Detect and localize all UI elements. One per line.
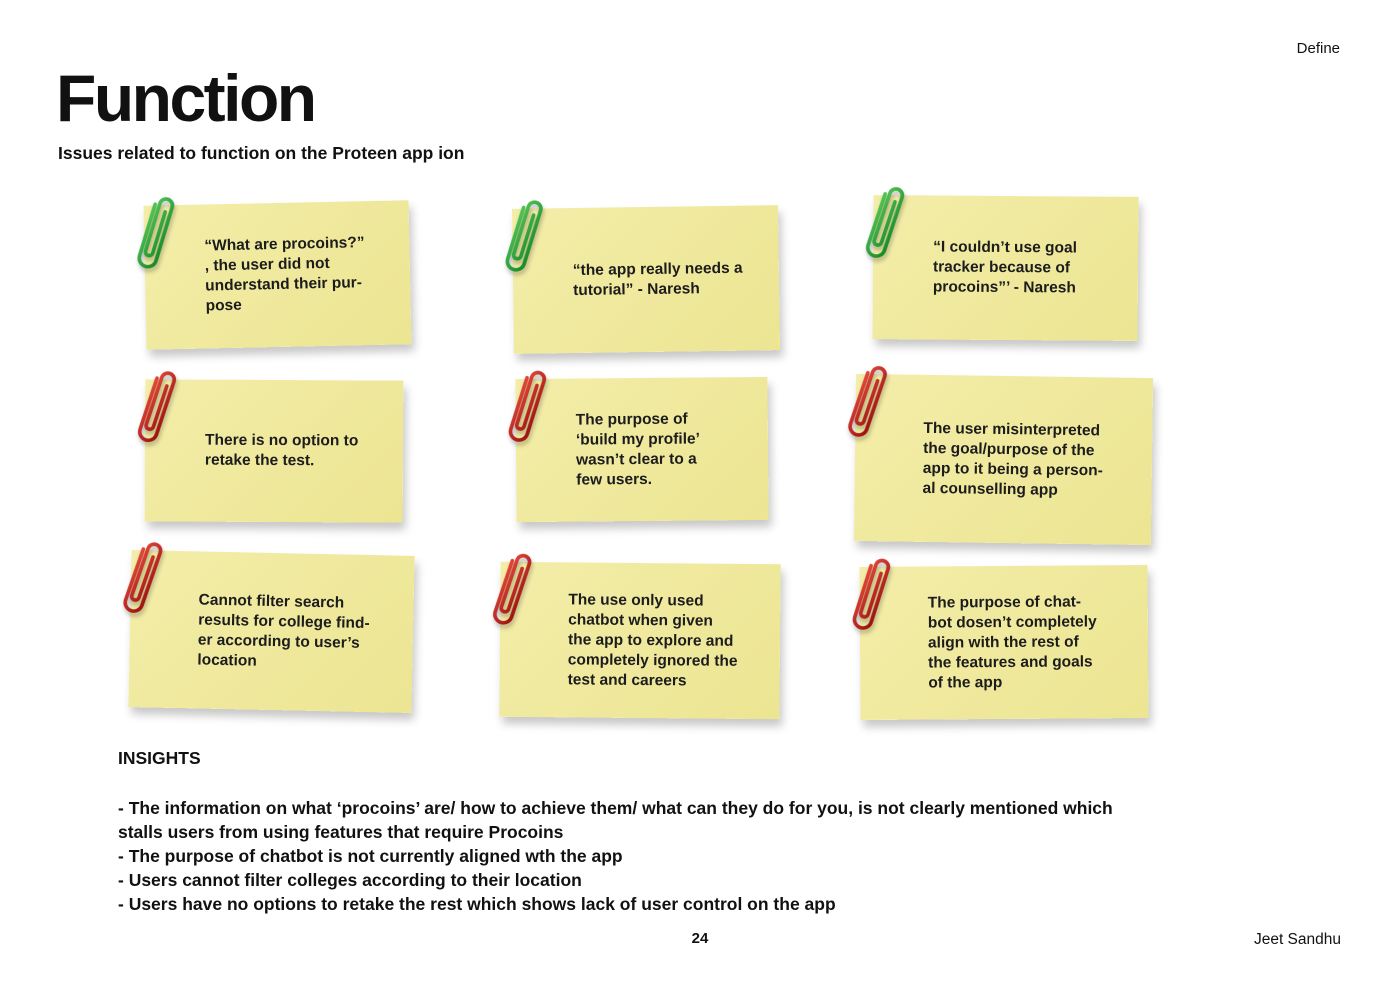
insight-item: - The information on what ‘procoins’ are/ how to achieve them/ what can they do for you, is not clearly mentioned which stalls users from using features that require Procoins bbox=[118, 798, 1113, 842]
sticky-note bbox=[854, 374, 1153, 545]
sticky-note bbox=[499, 562, 780, 719]
author-name: Jeet Sandhu bbox=[1253, 931, 1341, 948]
note-text: The purpose of ‘build my profile’ wasn’t clear to a few users. bbox=[575, 410, 700, 489]
note-text: Cannot filter search results for college find- er according to user’s location bbox=[197, 590, 370, 670]
page-title: Function bbox=[56, 61, 315, 135]
note-text: The use only used chatbot when given the app to explore and completely ignored the test and careers bbox=[567, 590, 738, 689]
sticky-note bbox=[515, 377, 768, 522]
note-text: The purpose of chat- bot dosen’t completely align with the rest of the features and goals of the app bbox=[927, 592, 1097, 692]
insights-list bbox=[118, 796, 1123, 916]
insight-item: - Users cannot filter colleges according to their location bbox=[118, 870, 582, 890]
sticky-note bbox=[144, 200, 412, 350]
section-label: Define bbox=[1296, 40, 1340, 57]
note-text: There is no option to retake the test. bbox=[204, 431, 359, 470]
sticky-note bbox=[145, 379, 404, 522]
insight-item: - Users have no options to retake the rest which shows lack of user control on the app bbox=[118, 894, 836, 914]
page-number: 24 bbox=[691, 930, 709, 947]
note-text: “I couldn’t use goal tracker because of procoins”’ - Naresh bbox=[932, 238, 1078, 297]
sticky-note bbox=[512, 205, 780, 354]
page-subtitle: Issues related to function on the Proteen app ion bbox=[58, 143, 465, 163]
note-text: The user misinterpreted the goal/purpose of the app to it being a person- al counselling app bbox=[922, 419, 1103, 499]
insight-item: - The purpose of chatbot is not currently aligned wth the app bbox=[118, 846, 623, 866]
note-text: “the app really needs a tutorial” - Naresh bbox=[572, 259, 743, 299]
insights-heading: INSIGHTS bbox=[118, 748, 201, 768]
sticky-note bbox=[128, 550, 414, 713]
note-text: “What are procoins?” , the user did not understand their pur- pose bbox=[204, 234, 365, 315]
sticky-note bbox=[873, 195, 1139, 341]
sticky-note bbox=[859, 565, 1148, 720]
